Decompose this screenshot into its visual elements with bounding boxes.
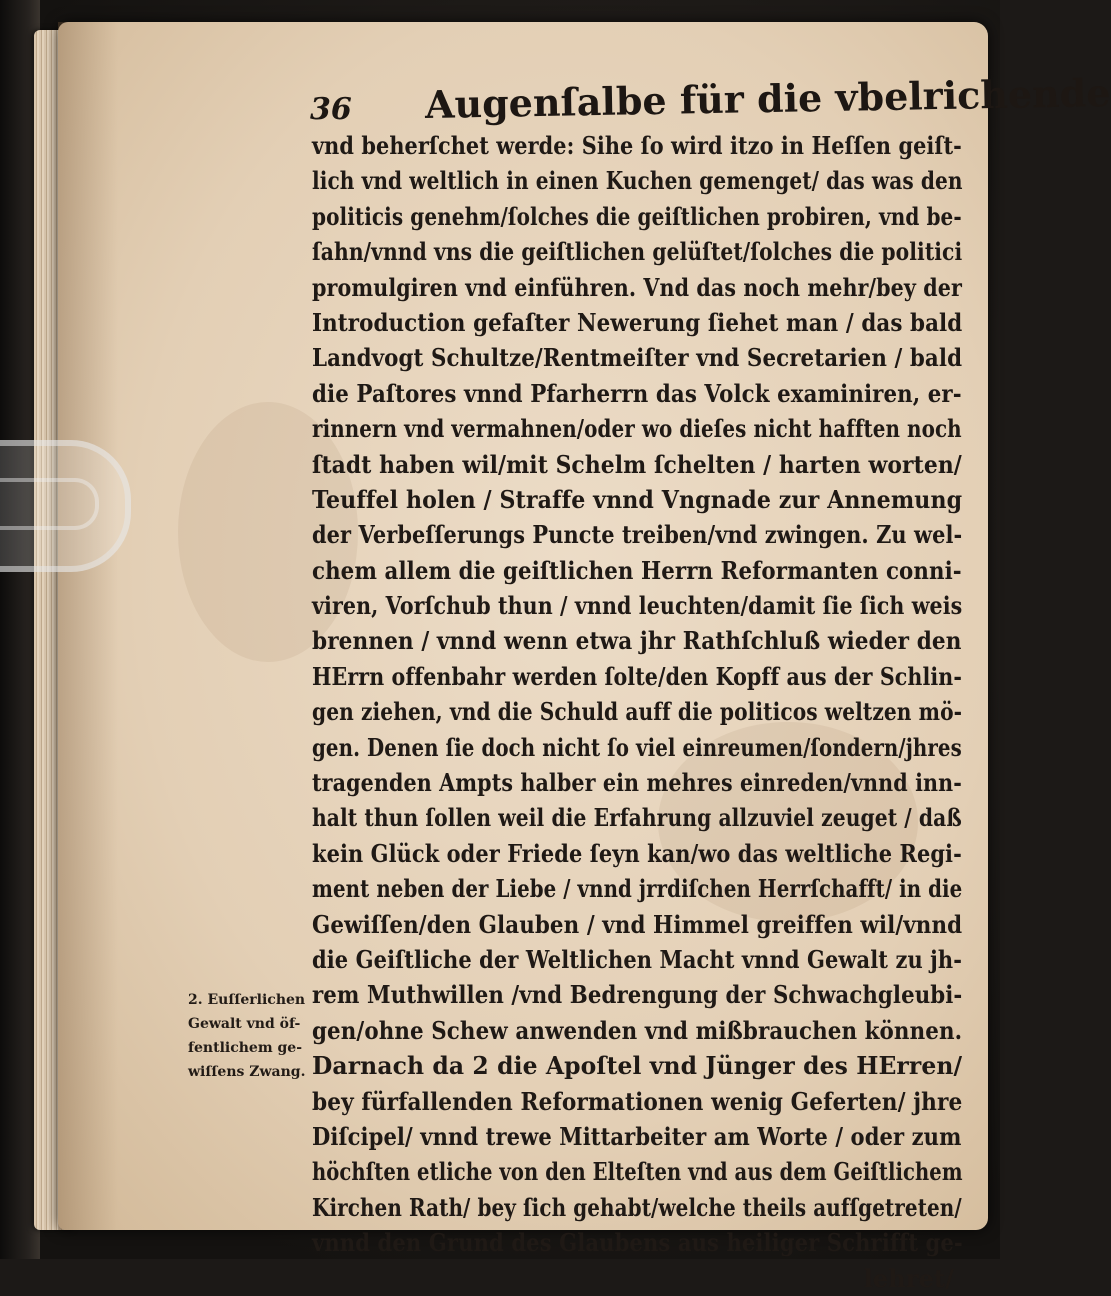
text-line: ſahn/vnnd vns die geiſtlichen gelüſtet/ſolches die politici	[312, 237, 963, 267]
text-line: Diſcipel/ vnnd trewe Mittarbeiter am Worte / oder zum	[312, 1121, 962, 1151]
marginal-note-line: wiſſens Zwang.	[188, 1064, 306, 1080]
text-line: gen. Denen ſie doch nicht ſo viel einreumen/ſondern/jhres	[312, 732, 962, 762]
text-line: ſtadt haben wil/mit Schelm ſchelten / harten worten/	[312, 449, 962, 479]
text-line: viren, Vorſchub thun / vnnd leuchten/damit ſie ſich weis	[312, 591, 963, 621]
text-line: Darnach da 2 die Apoſtel vnd Jünger des HErren/	[312, 1051, 963, 1081]
text-line: rinnern vnd vermahnen/oder wo dieſes nicht hafften noch	[312, 414, 962, 444]
text-line: brennen / vnnd wenn etwa jhr Rathſchluß wieder den	[312, 626, 962, 656]
text-line: rem Muthwillen /vnd Bedrengung der Schwachgleubi-	[312, 980, 963, 1010]
text-line: halt thun ſollen weil die Erfahrung allzuviel zeuget / daß	[312, 803, 962, 833]
marginal-note-line: Gewalt vnd öf-	[188, 1016, 301, 1032]
text-line: vnd beherſchet werde: Sihe ſo wird itzo in Heſſen geiſt-	[312, 131, 962, 160]
page-number: 36	[310, 92, 352, 127]
paper-clip-inner	[0, 478, 99, 530]
text-line: promulgiren vnd einführen. Vnd das noch mehr/bey der	[312, 272, 962, 302]
text-line: tragenden Ampts halber ein mehres einreden/vnnd inn-	[312, 768, 962, 798]
text-line: vnnd den Grund des Glaubens aus heiliger Schrifft ge-	[312, 1228, 963, 1258]
marginal-note	[188, 988, 328, 1084]
text-line: politicis genehm/ſolches die geiſtlichen probiren, vnd be-	[312, 201, 962, 231]
text-line: gen ziehen, vnd die Schuld auff die politicos weltzen mö-	[312, 697, 963, 727]
text-line: ment neben der Liebe / vnnd jrrdiſchen Herrſchafft/ in die	[312, 874, 963, 904]
marginal-note-line: 2. Euſſerlichen	[188, 992, 306, 1008]
text-line: HErrn offenbahr werden ſolte/den Kopff aus der Schlin-	[312, 661, 962, 691]
page-header	[310, 70, 1111, 134]
text-line: gen/ohne Schew anwenden vnd mißbrauchen können.	[312, 1015, 963, 1045]
running-title: Augenſalbe für die vbelrichende	[424, 70, 1111, 127]
text-line: die Paſtores vnnd Pfarherrn das Volck examiniren, er-	[312, 378, 962, 408]
text-line: kein Glück oder Friede ſeyn kan/wo das weltliche Regi-	[312, 838, 962, 868]
text-line: chem allem die geiſtlichen Herrn Reformanten conni-	[312, 555, 962, 585]
text-line: der Verbeſſerungs Puncte treiben/vnd zwingen. Zu wel-	[312, 520, 963, 550]
body-text	[312, 128, 962, 1296]
text-line: bey fürfallenden Reformationen wenig Geferten/ jhre	[312, 1086, 963, 1116]
text-line: höchſten etliche von den Elteſten vnd aus dem Geiſtlichem	[312, 1157, 963, 1187]
text-line: lich vnd weltlich in einen Kuchen gemenget/ das was den	[312, 166, 963, 196]
catchword-line: lehret/	[863, 1263, 954, 1293]
text-line: Gewiſſen/den Glauben / vnd Himmel greiffen wil/vnnd	[312, 909, 963, 939]
marginal-note-line: fentlichem ge-	[188, 1040, 303, 1056]
text-line: Kirchen Rath/ bey ſich gehabt/welche theils aufſgetreten/	[312, 1192, 962, 1222]
text-line: Landvogt Schultze/Rentmeiſter vnd Secretarien / bald	[312, 343, 963, 373]
text-line: Introduction gefaſter Newerung ſiehet man / das bald	[312, 307, 963, 337]
text-line: die Geiſtliche der Weltlichen Macht vnnd Gewalt zu jh-	[312, 944, 962, 974]
text-line: Teuffel holen / Straffe vnnd Vngnade zur Annemung	[312, 484, 963, 514]
